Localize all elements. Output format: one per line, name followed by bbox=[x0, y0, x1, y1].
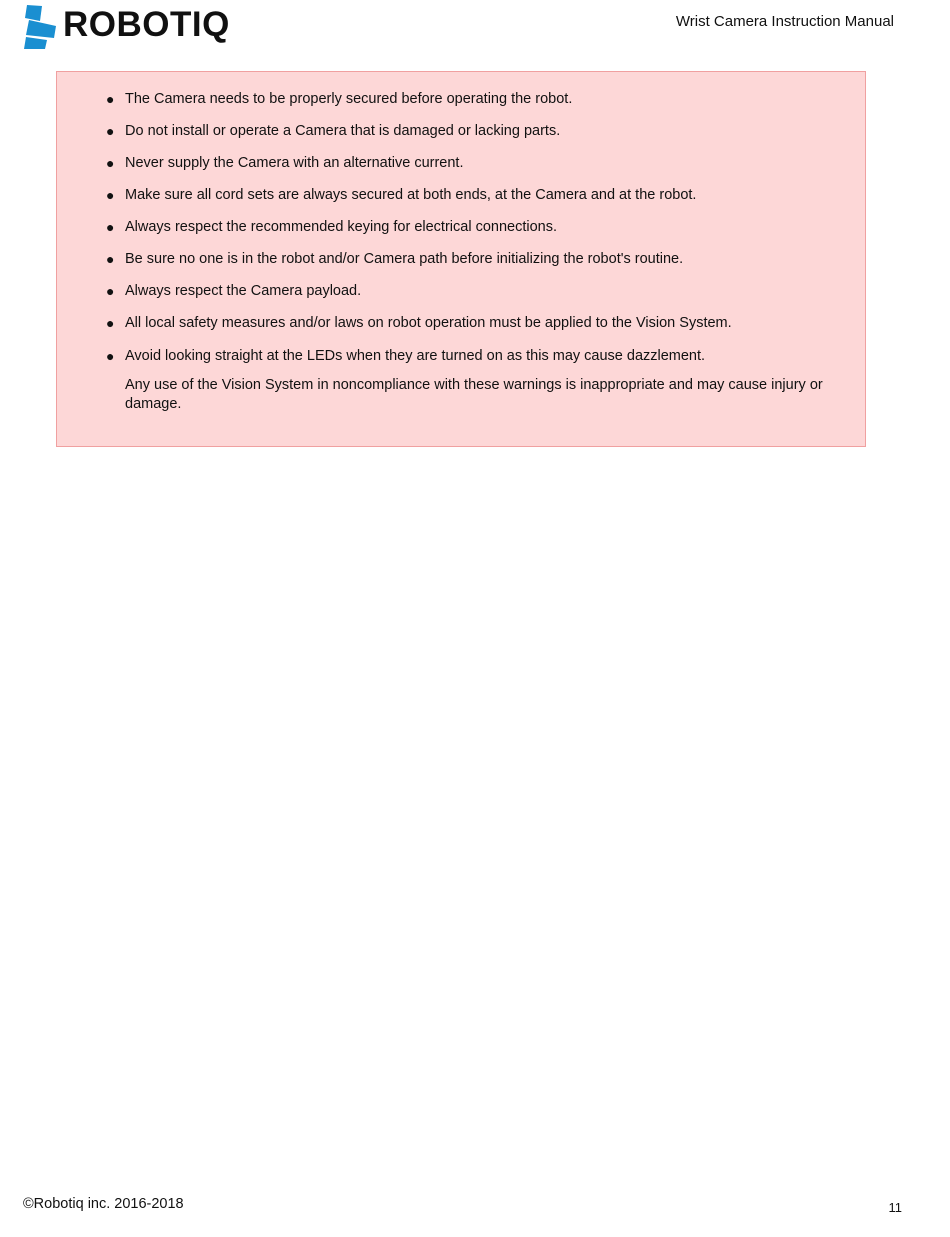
list-item-text: Do not install or operate a Camera that is damaged or lacking parts. bbox=[125, 123, 561, 139]
warning-box bbox=[56, 71, 866, 447]
list-item-text: Always respect the recommended keying for electrical connections. bbox=[125, 219, 557, 235]
list-item bbox=[57, 218, 865, 250]
bullet-icon: ● bbox=[106, 155, 115, 171]
copyright: ©Robotiq inc. 2016-2018 bbox=[23, 1196, 184, 1212]
list-item-text: The Camera needs to be properly secured before operating the robot. bbox=[125, 91, 573, 107]
bullet-icon: ● bbox=[106, 91, 115, 107]
list-item-text: Always respect the Camera payload. bbox=[125, 283, 362, 299]
list-item bbox=[57, 122, 865, 154]
list-item-text: All local safety measures and/or laws on robot operation must be applied to the Vision System. bbox=[125, 315, 732, 331]
robotiq-logo-icon bbox=[23, 4, 59, 50]
bullet-icon: ● bbox=[106, 348, 115, 364]
list-item bbox=[57, 154, 865, 186]
warning-list bbox=[57, 90, 865, 379]
list-item-text: Make sure all cord sets are always secured at both ends, at the Camera and at the robot. bbox=[125, 187, 697, 203]
list-item bbox=[57, 250, 865, 282]
robotiq-logo bbox=[23, 4, 230, 50]
list-item-text: Never supply the Camera with an alternative current. bbox=[125, 155, 464, 171]
bullet-icon: ● bbox=[106, 123, 115, 139]
list-item-text: Avoid looking straight at the LEDs when they are turned on as this may cause dazzlement. bbox=[125, 348, 706, 364]
document-title: Wrist Camera Instruction Manual bbox=[675, 13, 894, 30]
bullet-icon: ● bbox=[106, 187, 115, 203]
list-item bbox=[57, 347, 865, 379]
list-item bbox=[57, 90, 865, 122]
logo-wordmark: ROBOTIQ bbox=[63, 5, 230, 44]
list-item bbox=[57, 314, 865, 346]
list-item bbox=[57, 282, 865, 314]
bullet-icon: ● bbox=[106, 219, 115, 235]
warning-closing-text: Any use of the Vision System in noncompliance with these warnings is inappropriate and may cause injury or damage. bbox=[125, 377, 823, 412]
list-item bbox=[57, 186, 865, 218]
list-item-text: Be sure no one is in the robot and/or Camera path before initializing the robot's routine. bbox=[125, 251, 684, 267]
page-number: 11 bbox=[888, 1200, 902, 1215]
bullet-icon: ● bbox=[106, 315, 115, 331]
bullet-icon: ● bbox=[106, 283, 115, 299]
bullet-icon: ● bbox=[106, 251, 115, 267]
